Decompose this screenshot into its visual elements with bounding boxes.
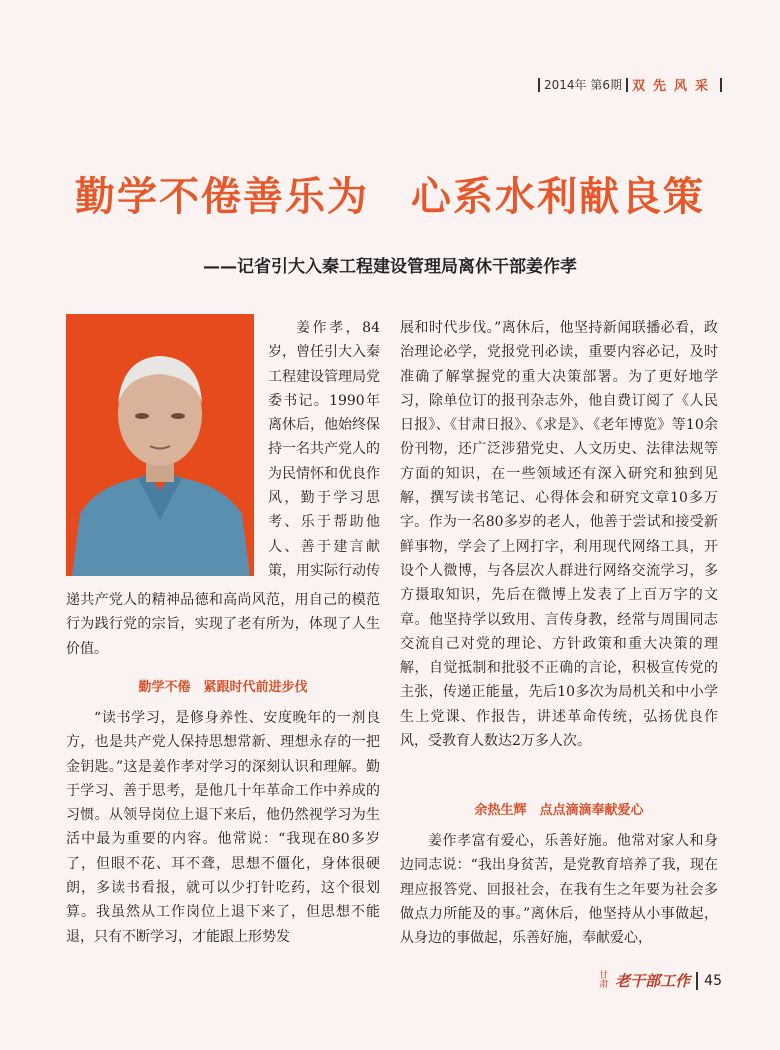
intro-text-side: 姜作孝，84岁，曾任引大入秦工程建设管理局党委书记。1990年离休后，他始终保持一名共产党人的为民情怀和优良作风，勤于学习思考、乐于帮助他人、善于建言献策，用实际行动传 xyxy=(268,320,380,579)
section-heading-2: 余热生辉 点点滴滴奉献爱心 xyxy=(474,803,644,818)
magazine-name: 老干部工作 xyxy=(615,972,691,990)
section-1-body xyxy=(66,706,380,949)
divider xyxy=(720,78,722,92)
article-title: 勤学不倦善乐为 心系水利献良策 xyxy=(75,174,705,220)
column-2-text: 展和时代步伐。”离休后，他坚持新闻联播必看，政治理论必学，党报党刊必读，重要内容必记，及时准确了解掌握党的重大决策部署。为了更好地学习，除单位订的报刊杂志外，他自费订阅了《人民日报》、《甘肃日报》、《求是》、《老年博览》等10余份刊物，还广泛涉猎党史、人文历史、法律法规等方面的知识，在一些领域还有深入研究和独到见解，撰写读书笔记、心得体会和研究文章10多万字。作为一名80多岁的老人，他善于尝试和接受新鲜事物，学会了上网打字，利用现代网络工具，开设个人微博，与各层次人群进行网络交流学习，多方摄取知识，先后在微博上发表了上百万字的文章。他坚持学以致用、言传身教，经常与周围同志交流自己对党的理论、方针政策和重大决策的理解，自觉抵制和批驳不正确的言论，积极宣传党的主张，传递正能量，先后10多次为局机关和中小学生上党课、作报告，讲述革命传统，弘扬优良作风，受教育人数达2万多人次。 xyxy=(400,320,718,750)
column-2-body xyxy=(400,316,718,753)
article-subtitle: ——记省引大入秦工程建设管理局离休干部姜作孝 xyxy=(203,257,577,277)
running-header xyxy=(538,75,722,94)
magazine-province: 甘肃 xyxy=(599,970,609,990)
divider xyxy=(696,972,698,990)
section-label: 双先风采 xyxy=(631,79,716,94)
page-number: 45 xyxy=(704,972,722,989)
section-2-text: 姜作孝富有爱心，乐善好施。他常对家人和身边同志说：“我出身贫苦，是党教育培养了我，现在理应报答党、回报社会，在我有生之年要为社会多做点力所能及的事。”离休后，他坚持从小事做起，从身边的事做起，乐善好施，奉献爱心， xyxy=(400,833,718,947)
intro-paragraph-rest xyxy=(66,588,380,661)
divider xyxy=(626,78,628,92)
section-heading-1: 勤学不倦 紧跟时代前进步伐 xyxy=(138,680,308,695)
divider xyxy=(538,78,540,92)
issue-label: 2014年 第6期 xyxy=(543,78,622,92)
page-footer xyxy=(599,970,722,991)
intro-paragraph-side xyxy=(268,316,380,583)
portrait-photo xyxy=(66,314,254,576)
intro-text-rest: 递共产党人的精神品德和高尚风范，用自己的模范行为践行党的宗旨，实现了老有所为，体现了人生价值。 xyxy=(66,592,380,657)
section-1-text: “读书学习，是修身养性、安度晚年的一剂良方，也是共产党人保持思想常新、理想永存的一把金钥匙。”这是姜作孝对学习的深刻认识和理解。勤于学习、善于思考，是他几十年革命工作中养成的习惯。从领导岗位上退下来后，他仍然视学习为生活中最为重要的内容。他常说：“我现在80多岁了，但眼不花、耳不聋，思想不僵化，身体很硬朗，多读书看报，就可以少打针吃药，这个很划算。我虽然从工作岗位上退下来了，但思想不能退，只有不断学习，才能跟上形势发 xyxy=(66,710,380,945)
section-2-body xyxy=(400,829,718,950)
